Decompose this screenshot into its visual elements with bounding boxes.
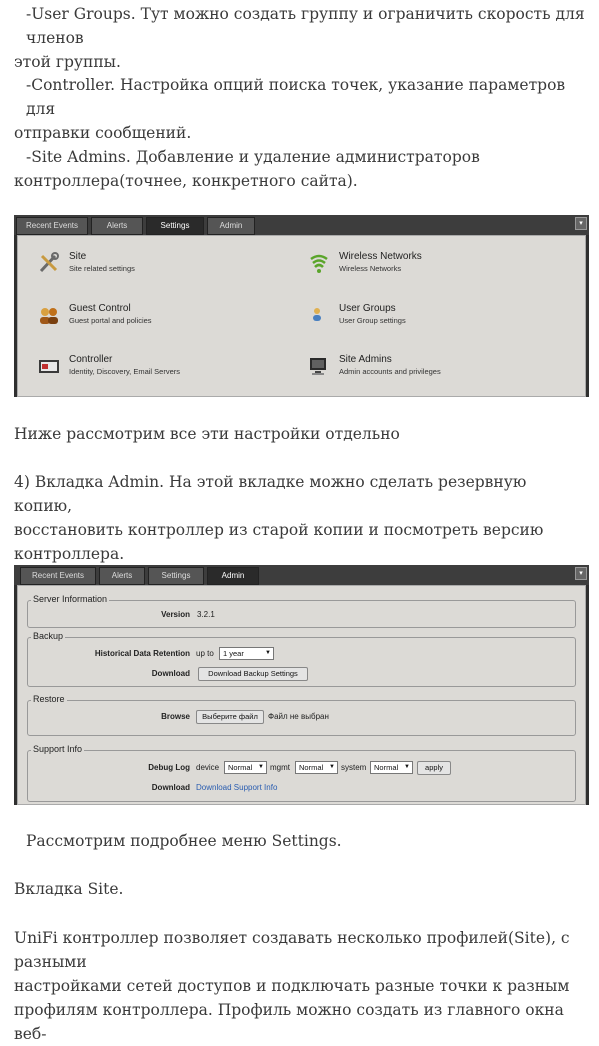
tab-recent-events[interactable]: Recent Events [20, 567, 96, 585]
version-label: Version [161, 610, 190, 619]
paragraph-site-tab [14, 877, 586, 901]
text-line: профилям контроллера. Профиль можно создать из главного окна веб- [14, 1001, 564, 1043]
text-line: этой группы. [14, 53, 121, 71]
section-legend: Backup [33, 631, 64, 641]
chevron-down-icon: ▼ [258, 764, 264, 770]
text-line: отправки сообщений. [14, 124, 192, 142]
text-line: Ниже рассмотрим все эти настройки отдельно [14, 425, 400, 443]
item-title: Wireless Networks [339, 251, 422, 262]
item-subtitle: Admin accounts and privileges [339, 367, 441, 376]
menu-dropdown-button[interactable]: ▾ [575, 217, 587, 230]
browse-label: Browse [161, 712, 190, 721]
admins-icon [308, 355, 330, 377]
item-subtitle: Guest portal and policies [69, 316, 152, 325]
backup-download-label: Download [151, 669, 190, 678]
tab-admin[interactable]: Admin [207, 567, 259, 585]
version-value: 3.2.1 [197, 610, 215, 619]
download-backup-button[interactable]: Download Backup Settings [198, 667, 308, 681]
section-legend: Server Information [33, 594, 108, 604]
item-title: Guest Control [69, 303, 131, 314]
text-line: -Controller. Настройка опций поиска точек, указание параметров для [26, 76, 566, 118]
tab-admin[interactable]: Admin [207, 217, 255, 235]
text-line: UniFi контроллер позволяет создавать несколько профилей(Site), с разными [14, 929, 570, 971]
debug-log-label: Debug Log [148, 763, 190, 772]
paragraph-admin-tab [14, 470, 586, 566]
admin-panel [17, 585, 586, 805]
tab-settings[interactable]: Settings [146, 217, 204, 235]
mgmt-text: mgmt [270, 763, 290, 772]
item-title: Site Admins [339, 354, 392, 365]
paragraph-site-admins [14, 145, 586, 193]
text-line: 4) Вкладка Admin. На этой вкладке можно сделать резервную копию, [14, 473, 527, 515]
select-value: Normal [299, 763, 324, 772]
item-subtitle: Site related settings [69, 264, 135, 273]
user-group-icon [308, 304, 330, 326]
system-log-select[interactable] [370, 761, 413, 774]
settings-panel [17, 235, 586, 397]
system-text: system [341, 763, 367, 772]
text-line: -User Groups. Тут можно создать группу и ограничить скорость для членов [26, 5, 585, 47]
section-legend: Restore [33, 694, 65, 704]
item-title: Controller [69, 354, 113, 365]
chevron-down-icon: ▼ [404, 764, 410, 770]
wifi-icon [308, 252, 330, 274]
chevron-down-icon: ▼ [265, 650, 271, 656]
item-title: Site [69, 251, 87, 262]
text-line: восстановить контроллер из старой копии и посмотреть версию [14, 521, 544, 539]
tab-bar [14, 215, 589, 235]
tab-alerts[interactable]: Alerts [99, 567, 145, 585]
settings-screenshot [14, 215, 589, 397]
tab-alerts[interactable]: Alerts [91, 217, 143, 235]
item-subtitle: Wireless Networks [339, 264, 402, 273]
paragraph-below [14, 422, 586, 446]
device-log-select[interactable] [224, 761, 267, 774]
paragraph-user-groups [14, 2, 586, 74]
item-title: User Groups [339, 303, 396, 314]
text-line: контроллера. [14, 545, 125, 563]
text-line: контроллера(точнее, конкретного сайта). [14, 172, 358, 190]
text-line: -Site Admins. Добавление и удаление администраторов [26, 148, 480, 166]
paragraph-controller [14, 73, 586, 145]
tools-icon [38, 252, 60, 274]
item-subtitle: Identity, Discovery, Email Servers [69, 367, 181, 376]
select-value: 1 year [223, 649, 244, 658]
controller-icon [38, 355, 60, 377]
text-line: настройками сетей доступов и подключать разные точки к разным [14, 977, 570, 995]
paragraph-unifi [14, 926, 586, 1046]
select-value: Normal [374, 763, 399, 772]
choose-file-button[interactable]: Выберите файл [196, 710, 264, 724]
guests-icon [38, 304, 60, 326]
item-subtitle: User Group settings [339, 316, 406, 325]
support-download-label: Download [151, 783, 190, 792]
select-value: Normal [228, 763, 253, 772]
file-status-text: Файл не выбран [268, 712, 329, 721]
admin-screenshot [14, 565, 589, 805]
retention-select[interactable] [219, 647, 274, 660]
tab-settings[interactable]: Settings [148, 567, 204, 585]
download-support-info-link[interactable]: Download Support Info [196, 783, 278, 792]
tab-bar [14, 565, 589, 585]
text-line: Вкладка Site. [14, 880, 124, 898]
support-info-section [27, 744, 576, 802]
text-line: Рассмотрим подробнее меню Settings. [26, 832, 342, 850]
retention-label: Historical Data Retention [94, 649, 190, 658]
mgmt-log-select[interactable] [295, 761, 338, 774]
apply-button[interactable]: apply [417, 761, 451, 775]
paragraph-settings-menu [14, 829, 586, 853]
device-text: device [196, 763, 220, 772]
tab-recent-events[interactable]: Recent Events [16, 217, 88, 235]
menu-dropdown-button[interactable]: ▾ [575, 567, 587, 580]
section-legend: Support Info [33, 744, 83, 754]
up-to-text: up to [196, 649, 214, 658]
server-info-section [27, 594, 576, 628]
chevron-down-icon: ▼ [329, 764, 335, 770]
